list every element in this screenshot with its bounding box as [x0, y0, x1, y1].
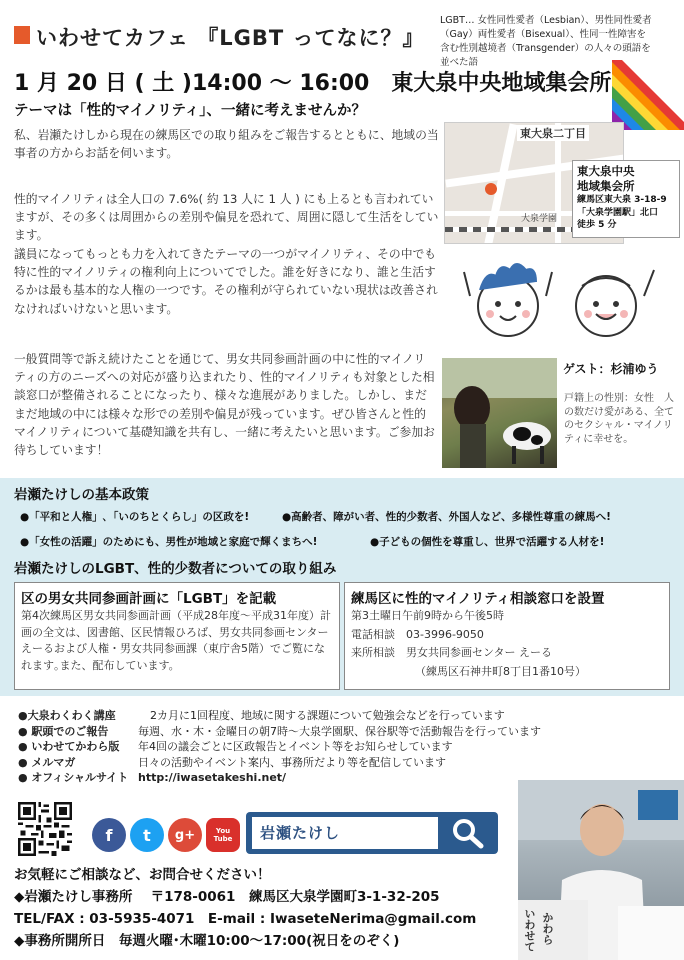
lgbt-plan-text: 第4次練馬区男女共同参画計画（平成28年度～平成31年度）計画の全文は、図書館、区民情報ひろば、男女共同参画センターえーるおよび人権・男女共同参画課（東庁舎5階）でご覧になれます｡また、配布しています。 — [21, 609, 331, 672]
guest-photo — [442, 358, 557, 468]
activity-name: ● オフィシャルサイト — [18, 771, 129, 784]
policy-item-2: ●高齢者、障がい者、性的少数者、外国人など、多様性尊重の練馬へ! — [282, 511, 611, 523]
consultation-heading: 練馬区に性的マイノリティ相談窓口を設置 — [351, 591, 605, 607]
official-site-link[interactable]: http://iwasetakeshi.net/ — [138, 771, 287, 784]
activity-name: ●大泉わくわく講座 — [18, 709, 116, 722]
guest-description: 戸籍上の性別：女性 人の数だけ愛がある、全てのセクシャル・マイノリティに幸せを。 — [564, 393, 674, 445]
consultation-phone: 電話相談 03-3996-9050 — [351, 627, 484, 641]
activity-row — [18, 755, 541, 771]
smiling-faces-illustration — [456, 256, 672, 344]
map-station-label: 大泉学園 — [521, 214, 558, 224]
consultation-visit: 来所相談 男女共同参画センター えーる — [351, 646, 553, 659]
lgbt-plan-box — [14, 582, 340, 690]
policy-heading: 岩瀬たけしの基本政策 — [14, 487, 149, 503]
facebook-icon[interactable]: f — [92, 818, 126, 852]
lgbt-efforts-heading: 岩瀬たけしのLGBT、性的少数者についての取り組み — [14, 561, 337, 577]
body-paragraph-1: 私、岩瀬たけしから現在の練馬区での取り組みをご報告するとともに、地域の当事者の方からお話を伺います。 — [14, 128, 439, 161]
event-theme: テーマは「性的マイノリティ」、一緒に考えませんか？ — [14, 103, 367, 119]
youtube-icon[interactable]: You Tube — [206, 818, 240, 852]
activity-name: ● メルマガ — [18, 755, 76, 769]
event-date-venue: 1 月 20 日 ( 土 )14:00 ～ 16:00 東大泉中央地域集会所 — [14, 71, 612, 96]
activity-name: ● いわせてかわら版 — [18, 740, 120, 753]
lgbt-plan-heading: 区の男女共同参画計画に「LGBT」を記載 — [21, 591, 277, 607]
venue-access-2: 徒歩 5 分 — [577, 220, 617, 230]
rainbow-stripes-decoration — [612, 60, 684, 130]
venue-info-box — [572, 160, 680, 238]
flyer-text-1: いわせて — [523, 908, 536, 952]
activity-row — [18, 708, 541, 724]
twitter-icon[interactable]: t — [130, 818, 164, 852]
activity-desc: 年4回の議会ごとに区政報告とイベント等をお知らせしています — [138, 740, 453, 753]
guest-name: ゲスト：杉浦ゆう — [563, 362, 659, 376]
venue-access-1: 「大泉学園駅」北口 — [577, 207, 659, 218]
activity-desc: 日々の活動やイベント案内、事務所だより等を配信しています — [138, 755, 446, 769]
activity-desc: 毎週、水・木・金曜日の朝7時～大泉学園駅、保谷駅等で活動報告を行っています — [138, 724, 541, 738]
policy-item-3: ●「女性の活躍」のためにも、男性が地域と家庭で輝くまちへ! — [20, 536, 318, 548]
activity-row — [18, 770, 541, 786]
flyer-text-2: かわら — [541, 912, 554, 945]
consultation-box — [344, 582, 670, 690]
contact-info — [14, 864, 476, 952]
activity-row — [18, 724, 541, 740]
search-input[interactable]: 岩瀬たけし — [252, 817, 438, 849]
venue-address: 練馬区東大泉 3-18-9 — [577, 195, 667, 205]
qr-code-icon[interactable] — [18, 802, 72, 856]
consultation-address: （練馬区石神井町8丁目1番10号） — [415, 664, 586, 678]
policy-item-1: ●「平和と人権」､「いのちとくらし」の区政を! — [20, 511, 250, 523]
flyer-title: いわせてカフェ 『LGBT ってなに？』 — [36, 26, 425, 50]
candidate-photo — [518, 780, 684, 960]
activities-list — [18, 708, 541, 786]
venue-name: 東大泉中央 地域集会所 — [577, 164, 635, 193]
activity-name: ● 駅頭でのご報告 — [18, 724, 109, 738]
activity-desc: 2カ月に1回程度、地域に関する課題について勉強会などを行っています — [150, 709, 505, 722]
map-street-sign: 東大泉二丁目 — [517, 125, 589, 141]
office-tel-email: TEL/FAX : 03-5935-4071 E-mail : IwaseteNerima@gmail.com — [14, 911, 477, 927]
activity-row — [18, 739, 541, 755]
body-paragraph-3: 議員になってもっとも力を入れてきたテーマの一つがマイノリティ、その中でも特に性的マイノリティの権利向上についてでした。誰を好きになり、誰と生活するかは最も基本的な人権の一つです。その権利が守られていない現状は改善されなければいけないと思います。 — [14, 247, 438, 316]
title-square-icon — [14, 26, 30, 44]
office-address: ◆岩瀬たけし事務所 〒178-0061 練馬区大泉学園町3-1-32-205 — [14, 889, 440, 905]
body-paragraph-2: 性的マイノリティは全人口の 7.6%( 約 13 人に 1 人 ) にも上るとも言われていますが、その多くは周囲からの差別や偏見を恐れて、周囲に隠して生活をしています。 — [14, 192, 439, 243]
office-hours: ◆事務所開所日 毎週火曜･木曜10:00～17:00(祝日をのぞく) — [14, 933, 400, 949]
policy-item-4: ●子どもの個性を尊重し、世界で活躍する人材を! — [370, 536, 605, 548]
contact-lead: お気軽にご相談など、お問合せください！ — [14, 867, 271, 883]
googleplus-icon[interactable]: g+ — [168, 818, 202, 852]
body-paragraph-4: 一般質問等で訴え続けたことを通じて、男女共同参画計画の中に性的マイノリティの方のニーズへの対応が盛り込まれたり、性的マイノリティも対象とした相談窓口が整備されることになったり、様々な進展がありました。しかし、まだまだ地域の中には様々な形での差別や偏見が残っています。ぜひ皆さんと性的マイノリティについて基礎知識を共有し、一緒に考えたいと思います。ご参加お待ちしています！ — [14, 352, 435, 458]
consultation-hours: 第3土曜日午前9時から午後5時 — [351, 609, 504, 622]
lgbt-definition-note: LGBT… 女性同性愛者（Lesbian）、男性同性愛者（Gay）両性愛者（Bisexual）、性同一性障害を含む性別越境者（Transgender）の人々の頭語を並べた語 — [440, 15, 652, 68]
map-pin-icon — [485, 183, 497, 195]
search-icon[interactable] — [450, 816, 486, 850]
